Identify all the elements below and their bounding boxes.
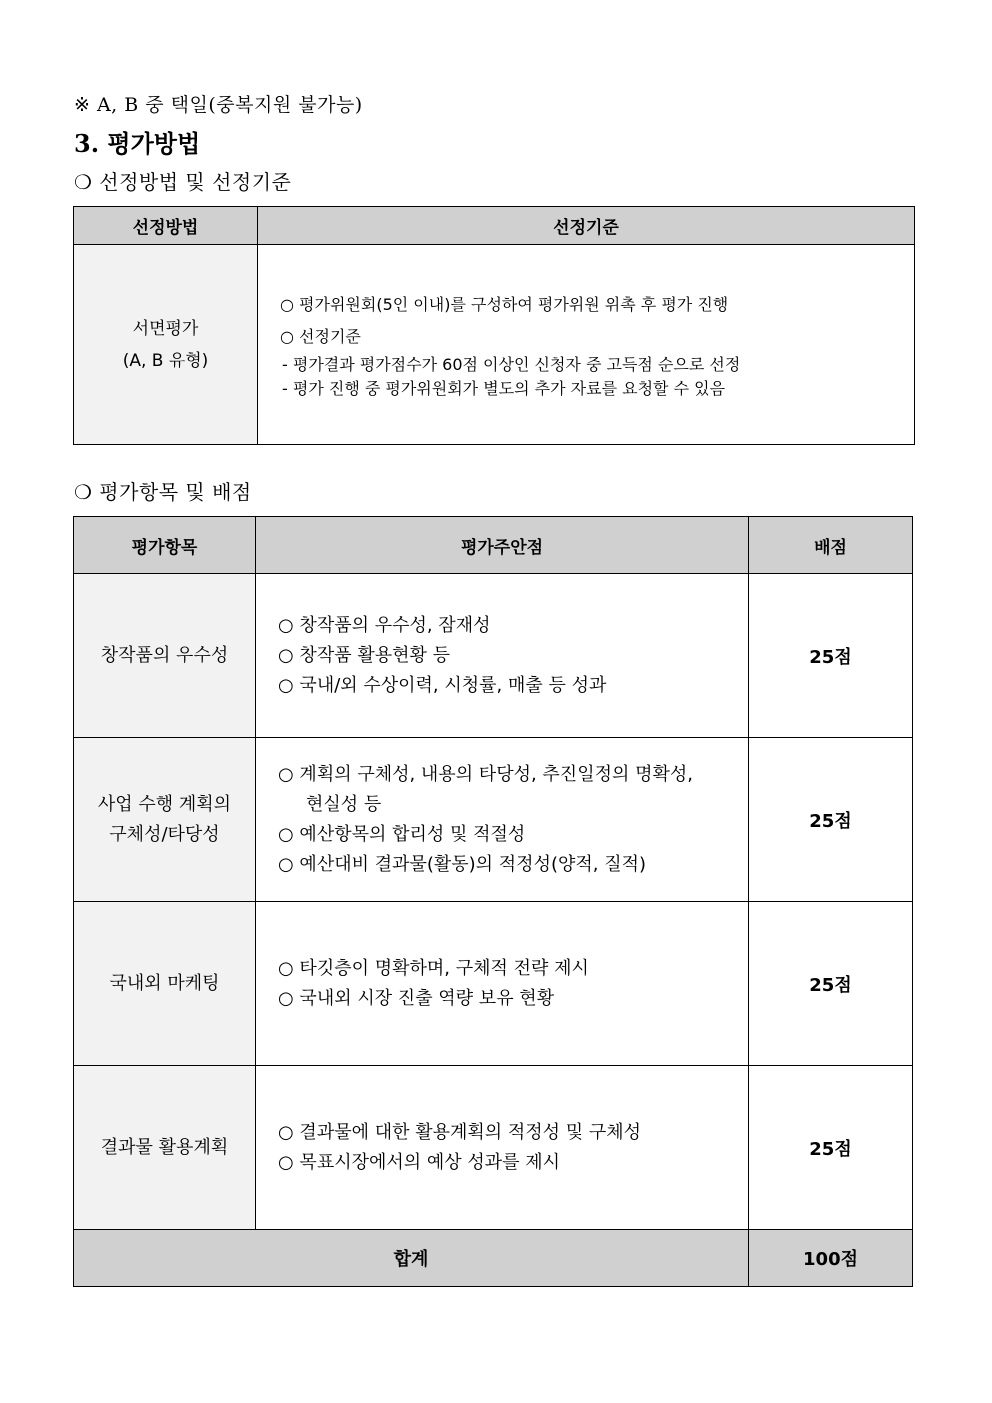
- col-criteria-header: 선정기준: [258, 207, 915, 245]
- points-bullet: ○ 국내/외 수상이력, 시청률, 매출 등 성과: [278, 674, 607, 696]
- method-cell: [74, 245, 258, 445]
- item-cell: [74, 902, 256, 1066]
- score-cell: 25점: [749, 902, 913, 1066]
- evaluation-table: [73, 516, 913, 1287]
- table-row: [74, 738, 913, 902]
- item-cell: [74, 738, 256, 902]
- points-cell: [256, 574, 749, 738]
- section-title: 3. 평가방법: [74, 129, 201, 158]
- item-label: 창작품의 우수성: [100, 644, 229, 666]
- points-bullet: ○ 목표시장에서의 예상 성과를 제시: [278, 1151, 561, 1173]
- points-bullet: ○ 국내외 시장 진출 역량 보유 현황: [278, 987, 555, 1009]
- item-label: 사업 수행 계획의: [97, 793, 232, 815]
- evaluation-table-header: [74, 517, 913, 574]
- points-bullet-continuation: 현실성 등: [306, 793, 382, 815]
- points-cell: [256, 738, 749, 902]
- item-cell: [74, 1066, 256, 1230]
- selection-table-header: [74, 207, 915, 245]
- method-name: 서면평가: [132, 318, 199, 339]
- table-row: [74, 245, 915, 445]
- item-label: 구체성/타당성: [109, 823, 220, 845]
- criteria-bullet: ○ 평가위원회(5인 이내)를 구성하여 평가위원 위촉 후 평가 진행: [280, 294, 729, 314]
- criteria-cell: [258, 245, 915, 445]
- total-score: 100점: [749, 1230, 913, 1287]
- points-bullet: ○ 예산항목의 합리성 및 적절성: [278, 823, 526, 845]
- points-bullet: ○ 계획의 구체성, 내용의 타당성, 추진일정의 명확성,: [278, 763, 693, 785]
- item-label: 국내외 마케팅: [109, 972, 220, 994]
- criteria-detail: - 평가결과 평가점수가 60점 이상인 신청자 중 고득점 순으로 선정: [282, 354, 741, 374]
- score-cell: 25점: [749, 1066, 913, 1230]
- col-score-header: 배점: [749, 517, 913, 574]
- item-label: 결과물 활용계획: [100, 1136, 229, 1158]
- criteria-bullet: ○ 선정기준: [280, 326, 361, 346]
- points-cell: [256, 902, 749, 1066]
- col-points-header: 평가주안점: [256, 517, 749, 574]
- selection-table: [73, 206, 915, 445]
- points-cell: [256, 1066, 749, 1230]
- criteria-detail: - 평가 진행 중 평가위원회가 별도의 추가 자료를 요청할 수 있음: [282, 378, 726, 398]
- score-cell: 25점: [749, 574, 913, 738]
- points-bullet: ○ 결과물에 대한 활용계획의 적정성 및 구체성: [278, 1121, 642, 1143]
- item-cell: [74, 574, 256, 738]
- evaluation-heading: ❍ 평가항목 및 배점: [74, 480, 252, 504]
- total-row: [74, 1230, 913, 1287]
- total-label: 합계: [74, 1230, 749, 1287]
- score-cell: 25점: [749, 738, 913, 902]
- points-bullet: ○ 창작품의 우수성, 잠재성: [278, 614, 491, 636]
- selection-heading: ❍ 선정방법 및 선정기준: [74, 170, 292, 194]
- table-row: [74, 902, 913, 1066]
- method-type: (A, B 유형): [122, 350, 209, 371]
- table-row: [74, 574, 913, 738]
- table-row: [74, 1066, 913, 1230]
- points-bullet: ○ 예산대비 결과물(활동)의 적정성(양적, 질적): [278, 853, 646, 875]
- note-text: ※ A, B 중 택일(중복지원 불가능): [74, 94, 363, 116]
- points-bullet: ○ 타깃층이 명확하며, 구체적 전략 제시: [278, 957, 589, 979]
- col-method-header: 선정방법: [74, 207, 258, 245]
- col-item-header: 평가항목: [74, 517, 256, 574]
- points-bullet: ○ 창작품 활용현황 등: [278, 644, 450, 666]
